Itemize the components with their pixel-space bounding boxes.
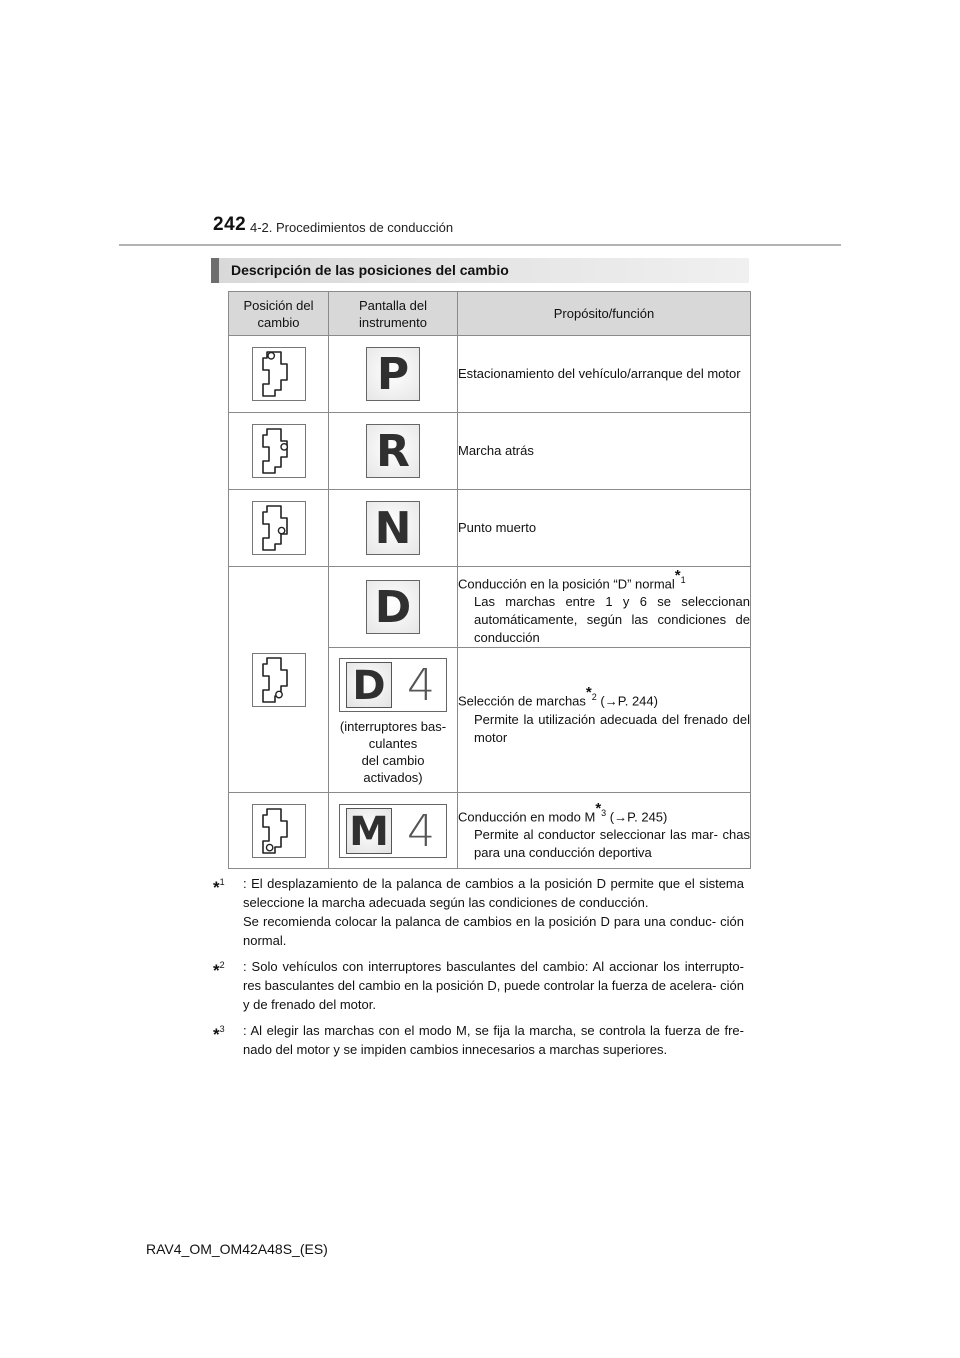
- shift-pattern-r-icon: [252, 424, 306, 478]
- purpose-n: Punto muerto: [458, 490, 751, 567]
- footnote-2: *$^2$ : Solo vehículos con interruptores basculantes del cambio: Al accionar los interrupto- res basculantes del cambio en la posición D, puede controlar la fuerza de acelera- ción y de frenado del motor.: [213, 959, 744, 1012]
- header-instrument-display: Pantalla del instrumento: [329, 292, 458, 336]
- gear-m4-icon: M 4: [339, 804, 447, 858]
- footnotes: [213, 874, 744, 1066]
- table-row: [229, 413, 751, 490]
- purpose-m4-detail: Permite al conductor seleccionar las mar- chas para una conducción deportiva: [474, 826, 750, 860]
- shift-knob-marker: [268, 353, 274, 359]
- shift-gate-outline: [263, 352, 287, 396]
- header-rule: [119, 244, 841, 246]
- shift-knob-marker: [281, 444, 287, 450]
- purpose-m4: Conducción en modo $M^{*3}$ (→P. 245) Permite al conductor seleccionar las mar- chas para una conducción deportiva: [458, 793, 751, 869]
- gear-n-icon: N: [366, 501, 420, 555]
- shift-gate-outline: [263, 658, 287, 702]
- table-row: [229, 490, 751, 567]
- purpose-d-title: Conducción en la posición “D” normal: [458, 576, 675, 592]
- shift-gate-outline: [263, 429, 287, 473]
- shift-knob-marker: [275, 691, 281, 697]
- footnote-3: *$^3$ : Al elegir las marchas con el modo M, se fija la marcha, se controla la fuerza de fre- nado del motor y se impiden cambios innecesarios a marchas superiores.: [213, 1023, 744, 1057]
- purpose-d4: Selección de marchas$^{*2}$ (→P. 244) Permite la utilización adecuada del frenado del motor: [458, 648, 751, 793]
- header-purpose: Propósito/función: [458, 292, 751, 336]
- purpose-m4-title: Conducción en modo M: [458, 808, 596, 824]
- purpose-r: Marcha atrás: [458, 413, 751, 490]
- table-row: [229, 336, 751, 413]
- purpose-d4-title: Selección de marchas: [458, 693, 586, 709]
- purpose-d4-ref: (→P. 244): [600, 693, 658, 709]
- purpose-m4-ref: (→P. 245): [609, 808, 668, 824]
- shift-pattern-m-icon: [252, 804, 306, 858]
- shift-pattern-n-icon: [252, 501, 306, 555]
- footnote-1: *$^1$ : El desplazamiento de la palanca de cambios a la posición D permite que el sistema seleccione la marcha adecuada según las condiciones de conducción. Se recomienda colocar la palanca de cambios en la posición D para una conduc- ción normal.: [213, 876, 744, 948]
- gear-d4-icon: D 4: [339, 658, 447, 712]
- gear-d-icon: D: [366, 580, 420, 634]
- gear-p-icon: P: [366, 347, 420, 401]
- section-header: 4-2. Procedimientos de conducción: [250, 220, 454, 235]
- shift-knob-marker: [278, 527, 284, 533]
- shift-pattern-p-icon: [252, 347, 306, 401]
- table-header-row: [229, 292, 751, 336]
- purpose-d: Conducción en la posición “D” normal$^{*1}$ Las marchas entre 1 y 6 se seleccionan automáticamente, según las condiciones de conducción: [458, 567, 751, 648]
- purpose-d4-detail: Permite la utilización adecuada del frenado del motor: [474, 711, 750, 745]
- gear-r-icon: R: [366, 424, 420, 478]
- purpose-d-detail: Las marchas entre 1 y 6 se seleccionan automáticamente, según las condiciones de conducción: [474, 594, 750, 646]
- paddle-caption: (interruptores bas- culantes del cambio activados): [339, 719, 447, 786]
- section-title-bar: [211, 258, 749, 283]
- page-number: 242: [213, 214, 247, 235]
- section-title: Descripción de las posiciones del cambio: [231, 262, 509, 278]
- header-shift-position: Posición del cambio: [229, 292, 329, 336]
- shift-positions-table: [228, 291, 751, 869]
- purpose-p: Estacionamiento del vehículo/arranque del motor: [458, 336, 751, 413]
- document-code: RAV4_OM_OM42A48S_(ES): [146, 1241, 328, 1257]
- shift-knob-marker: [266, 844, 272, 850]
- table-row: [229, 567, 751, 648]
- shift-pattern-d-icon: [252, 653, 306, 707]
- table-row: [229, 793, 751, 869]
